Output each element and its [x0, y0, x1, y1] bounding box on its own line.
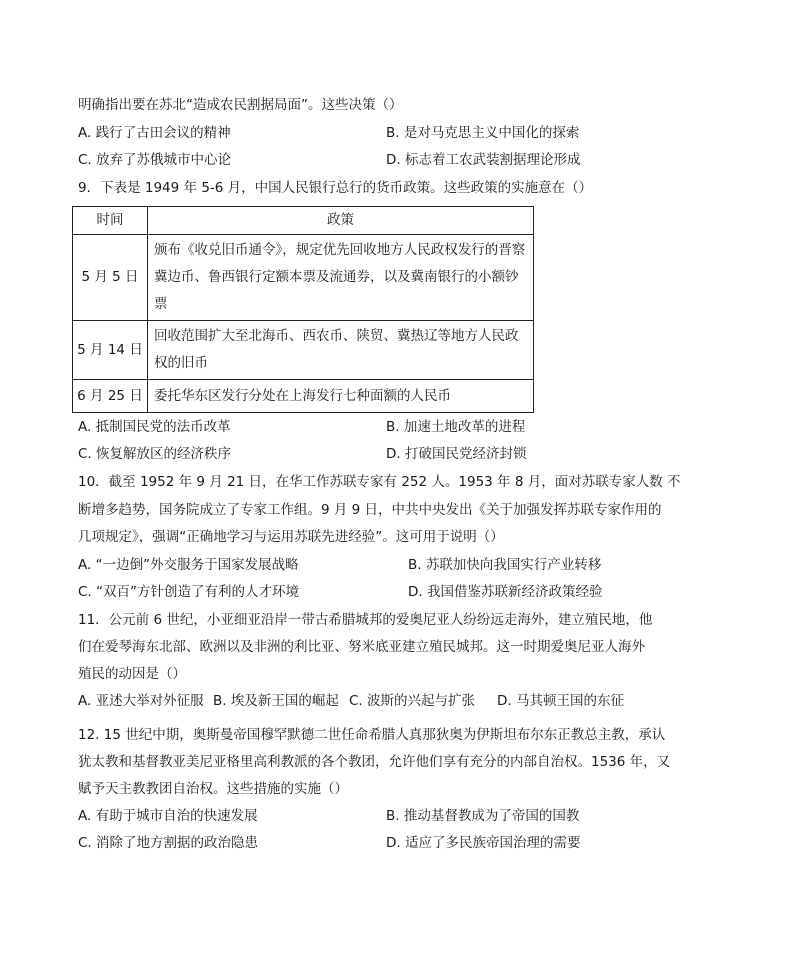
- q10-option-d: D. 我国借鉴苏联新经济政策经验: [408, 584, 603, 600]
- q10-stem-line-2: 断增多趋势，国务院成立了专家工作组。9 月 9 日，中共中央发出《关于加强发挥苏联专家作用的: [78, 502, 662, 518]
- q12-stem-line-3: 赋予天主教教团自治权。这些措施的实施（）: [78, 781, 348, 797]
- q12-option-c: C. 消除了地方割据的政治隐患: [78, 835, 259, 851]
- q11-option-c: C. 波斯的兴起与扩张: [349, 693, 476, 709]
- q9-stem: 9．下表是 1949 年 5-6 月，中国人民银行总行的货币政策。这些政策的实施意在（）: [78, 180, 593, 196]
- q9-option-b: B. 加速土地改革的进程: [386, 419, 526, 435]
- q9-policy-table: [72, 206, 534, 413]
- q8-stem: 明确指出要在苏北“造成农民割据局面”。这些决策（）: [78, 97, 403, 113]
- q11-option-b: B. 埃及新王国的崛起: [213, 693, 339, 709]
- q8-option-a: A. 践行了古田会议的精神: [78, 125, 231, 141]
- q12-stem-line-2: 犹太教和基督教亚美尼亚格里高利教派的各个教团，允许他们享有充分的内部自治权。1536 年，又: [78, 754, 671, 770]
- q9-option-a: A. 抵制国民党的法币改革: [78, 419, 231, 435]
- q11-stem-line-2: 们在爱琴海东北部、欧洲以及非洲的利比亚、努米底亚建立殖民城邦。这一时期爱奥尼亚人海外: [78, 639, 645, 655]
- q11-option-d: D. 马其顿王国的东征: [497, 693, 624, 709]
- table-cell-time: 5 月 5 日: [73, 235, 148, 321]
- table-cell-time: 6 月 25 日: [73, 380, 148, 413]
- table-row: [73, 235, 534, 321]
- q12-option-a: A. 有助于城市自治的快速发展: [78, 808, 258, 824]
- table-row: [73, 380, 534, 413]
- q10-stem-line-1: 10．截至 1952 年 9 月 21 日，在华工作苏联专家有 252 人。1953 年 8 月，面对苏联专家人数 不: [78, 474, 681, 490]
- table-cell-time: 5 月 14 日: [73, 321, 148, 380]
- q8-option-c: C. 放弃了苏俄城市中心论: [78, 152, 232, 168]
- q8-option-b: B. 是对马克思主义中国化的探索: [386, 125, 580, 141]
- q9-option-c: C. 恢复解放区的经济秩序: [78, 446, 232, 462]
- q11-stem-line-3: 殖民的动因是（）: [78, 666, 186, 682]
- q12-option-b: B. 推动基督教成为了帝国的国教: [386, 808, 580, 824]
- table-header-row: [73, 207, 534, 235]
- q12-option-d: D. 适应了多民族帝国治理的需要: [386, 835, 581, 851]
- q12-stem-line-1: 12. 15 世纪中期，奥斯曼帝国穆罕默德二世任命希腊人真那狄奥为伊斯坦布尔东正教总主教，承认: [78, 727, 666, 743]
- q10-option-c: C. “双百”方针创造了有利的人才环境: [78, 584, 299, 600]
- q8-option-d: D. 标志着工农武装割据理论形成: [386, 152, 581, 168]
- q10-option-a: A. “一边倒”外交服务于国家发展战略: [78, 557, 299, 573]
- q11-stem-line-1: 11．公元前 6 世纪，小亚细亚沿岸一带古希腊城邦的爱奥尼亚人纷纷远走海外，建立殖民地，他: [78, 612, 653, 628]
- q9-option-d: D. 打破国民党经济封锁: [386, 446, 527, 462]
- q11-option-a: A. 亚述大举对外征服: [78, 693, 204, 709]
- table-header-policy: 政策: [148, 207, 534, 235]
- table-cell-policy: 回收范围扩大至北海币、西农币、陕贸、冀热辽等地方人民政权的旧币: [148, 321, 534, 380]
- table-header-time: 时间: [73, 207, 148, 235]
- table-cell-policy: 颁布《收兑旧币通令》，规定优先回收地方人民政权发行的晋察冀边币、鲁西银行定额本票及流通券，以及冀南银行的小额钞票: [148, 235, 534, 321]
- q10-stem-line-3: 几项规定》，强调“正确地学习与运用苏联先进经验”。这可用于说明（）: [78, 529, 504, 545]
- table-cell-policy: 委托华东区发行分处在上海发行七种面额的人民币: [148, 380, 534, 413]
- q10-option-b: B. 苏联加快向我国实行产业转移: [408, 557, 602, 573]
- table-row: [73, 321, 534, 380]
